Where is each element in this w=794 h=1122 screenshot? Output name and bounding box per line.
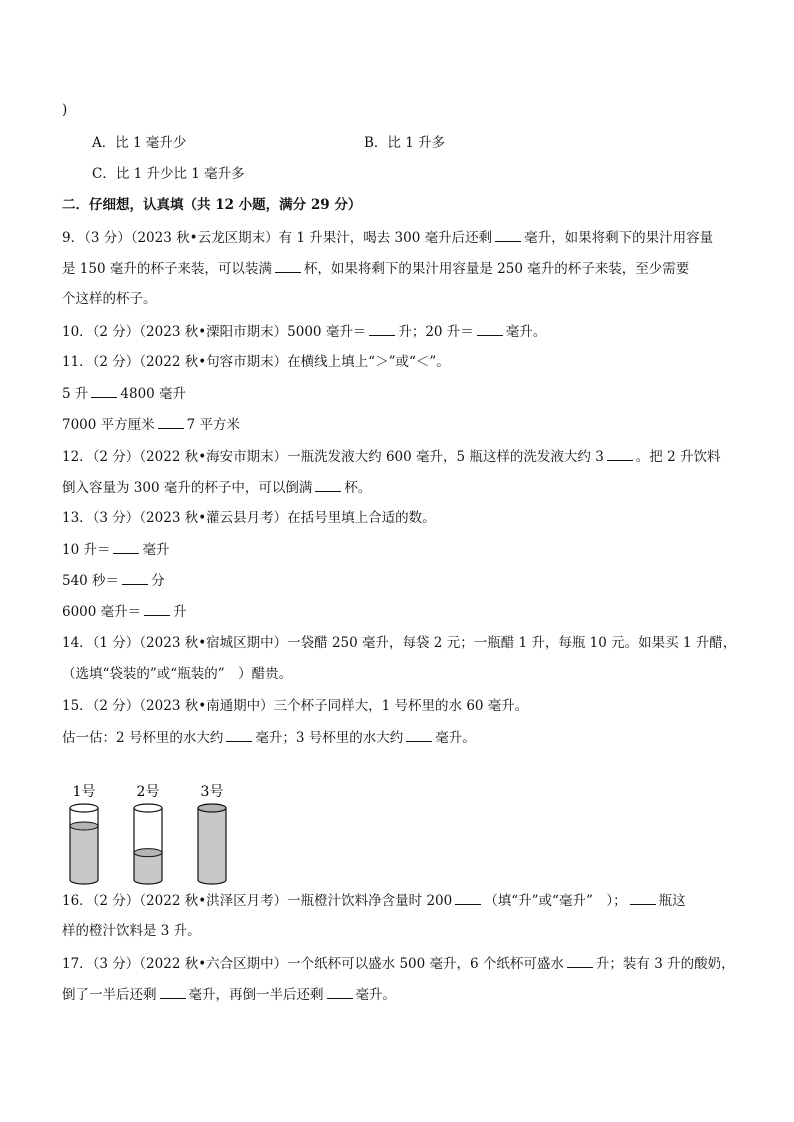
answer-blank[interactable]: [567, 954, 593, 968]
q16-text: 样的橙汁饮料是 3 升。: [62, 923, 201, 939]
cup-3: [198, 784, 226, 884]
cup-label: 1号: [72, 784, 96, 800]
q10-text: 10．（2 分）（2023 秋•溧阳市期末）5000 毫升＝: [62, 324, 367, 340]
q9-text: 是 150 毫升的杯子来装，可以装满: [62, 261, 272, 277]
q16-text: （填“升”或“毫升” ）；: [484, 893, 627, 909]
section-title: 二．仔细想，认真填（共 12 小题，满分 29 分）: [62, 197, 362, 213]
answer-blank[interactable]: [455, 891, 481, 905]
answer-blank[interactable]: [315, 478, 341, 492]
answer-blank[interactable]: [477, 322, 503, 336]
question-10: [62, 322, 546, 341]
continuation-paren: ): [62, 102, 68, 118]
answer-blank[interactable]: [91, 384, 117, 398]
q11-title: 11．（2 分）（2022 秋•句容市期末）在横线上填上“＞”或“＜”。: [62, 354, 450, 370]
q12-text: 。把 2 升饮料: [635, 449, 721, 465]
cup-rim: [134, 804, 162, 812]
q11-text: 4800 毫升: [120, 386, 187, 402]
q11-text: 7000 平方厘米: [62, 417, 155, 433]
water-surface: [70, 822, 98, 830]
q13-text: 毫升: [142, 542, 170, 558]
q12-text: 倒入容量为 300 毫升的杯子中，可以倒满: [62, 480, 313, 496]
water-surface: [134, 849, 162, 857]
answer-blank[interactable]: [630, 891, 656, 905]
q13-text: 分: [151, 573, 165, 589]
answer-blank[interactable]: [122, 571, 148, 585]
answer-blank[interactable]: [406, 728, 432, 742]
q17-text: 倒了一半后还剩: [62, 987, 157, 1003]
q8-option-b: B．比 1 升多: [364, 135, 446, 151]
cup-1: [70, 784, 98, 884]
q15-text: 毫升；3 号杯里的水大约: [255, 730, 404, 746]
q10-text: 毫升。: [505, 324, 547, 340]
q14-text: 14．（1 分）（2023 秋•宿城区期中）一袋醋 250 毫升，每袋 2 元；一瓶醋 1 升，每瓶 10 元。如果买 1 升醋，: [62, 635, 737, 651]
answer-blank[interactable]: [327, 985, 353, 999]
q11-text: 7 平方米: [186, 417, 241, 433]
water-level: [70, 822, 98, 884]
q13-title: 13．（3 分）（2023 秋•灌云县月考）在括号里填上合适的数。: [62, 510, 436, 526]
water-level: [198, 804, 226, 884]
q13-text: 升: [173, 604, 187, 620]
q8-option-c: C．比 1 升少比 1 毫升多: [92, 166, 245, 182]
answer-blank[interactable]: [113, 540, 139, 554]
answer-blank[interactable]: [495, 228, 521, 242]
q17-text: 升；装有 3 升的酸奶，: [595, 956, 735, 972]
q9-text: 个这样的杯子。: [62, 291, 157, 307]
answer-blank[interactable]: [158, 415, 184, 429]
q17-text: 17．（3 分）（2022 秋•六合区期中）一个纸杯可以盛水 500 毫升，6 个纸杯可盛水: [62, 956, 564, 972]
answer-blank[interactable]: [144, 602, 170, 616]
q12-text: 杯。: [344, 480, 372, 496]
q14-text: （选填“袋装的”或“瓶装的” ）醋贵。: [62, 666, 293, 682]
q10-text: 升；20 升＝: [398, 324, 474, 340]
cup-rim: [70, 804, 98, 812]
q11-text: 5 升: [62, 386, 89, 402]
q9-text: 9．（3 分）（2023 秋•云龙区期末）有 1 升果汁，喝去 300 毫升后还剩: [62, 230, 493, 246]
q9-text: 杯，如果将剩下的果汁用容量是 250 毫升的杯子来装，至少需要: [303, 261, 690, 277]
answer-blank[interactable]: [160, 985, 186, 999]
cup-rim: [198, 804, 226, 812]
cup-label: 3号: [200, 784, 224, 800]
q9-text: 毫升，如果将剩下的果汁用容量: [524, 230, 714, 246]
answer-blank[interactable]: [226, 728, 252, 742]
q17-text: 毫升。: [355, 987, 396, 1003]
answer-blank[interactable]: [607, 447, 633, 461]
q15-text: 毫升。: [435, 730, 476, 746]
q13-text: 540 秒＝: [62, 573, 120, 589]
cups-figure: [66, 780, 266, 890]
answer-blank[interactable]: [369, 322, 395, 336]
answer-blank[interactable]: [275, 259, 301, 273]
q17-text: 毫升，再倒一半后还剩: [188, 987, 324, 1003]
q16-text: 16．（2 分）（2022 秋•洪泽区月考）一瓶橙汁饮料净含量时 200: [62, 893, 453, 909]
q8-option-a: A．比 1 毫升少: [92, 135, 187, 151]
cup-label: 2号: [136, 784, 160, 800]
cup-2: [134, 784, 162, 884]
q13-text: 6000 毫升＝: [62, 604, 142, 620]
q12-text: 12．（2 分）（2022 秋•海安市期末）一瓶洗发液大约 600 毫升，5 瓶这样的洗发液大约 3: [62, 449, 604, 465]
q15-text: 估一估：2 号杯里的水大约: [62, 730, 224, 746]
q16-text: 瓶这: [658, 893, 686, 909]
q13-text: 10 升＝: [62, 542, 111, 558]
q15-text: 15．（2 分）（2023 秋•南通期中）三个杯子同样大，1 号杯里的水 60 毫升。: [62, 698, 529, 714]
